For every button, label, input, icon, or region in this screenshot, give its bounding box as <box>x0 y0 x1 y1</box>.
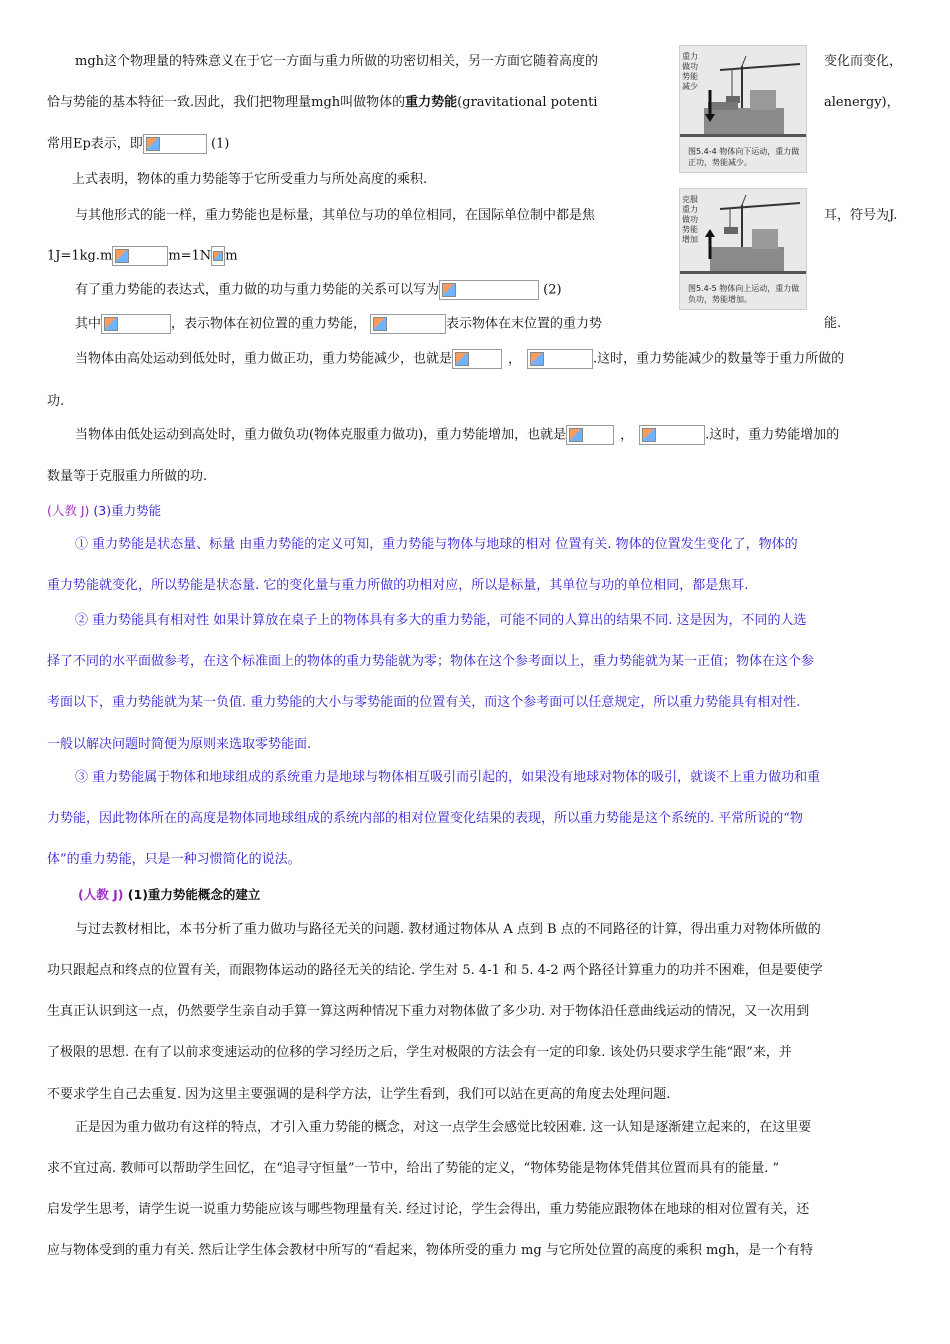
figure-crane-upward <box>679 188 807 310</box>
b3-line1: ③ 重力势能属于物体和地球组成的系统重力是地球与物体相互吸引而引起的，如果没有地球对物体的吸引，就谈不上重力做功和重 <box>75 770 821 785</box>
formula-image-5 <box>101 314 171 334</box>
p2-line: 上式表明，物体的重力势能等于它所受重力与所处高度的乘积. <box>72 172 428 187</box>
formula-image-10 <box>639 425 705 445</box>
p1-line2 <box>47 93 597 113</box>
b2-line1: ② 重力势能具有相对性 如果计算放在桌子上的物体具有多大的重力势能，可能不同的人算出的结果不同. 这是因为，不同的人选 <box>75 613 807 628</box>
p3-line1: 与其他形式的能一样，重力势能也是标量，其单位与功的单位相同，在国际单位制中都是焦 <box>75 208 596 223</box>
b1-line1: ① 重力势能是状态量、标量 由重力势能的定义可知，重力势能与物体与地球的相对 位置有关. 物体的位置发生变化了，物体的 <box>75 537 798 552</box>
broken-image-icon <box>642 428 656 442</box>
p1-line1 <box>75 52 598 72</box>
c2-line4: 应与物体受到的重力有关. 然后让学生体会教材中所写的“看起来，物体所受的重力 mg 与它所处位置的高度的乘积 mgh，是一个有特 <box>47 1243 813 1258</box>
text: 常用Ep表示，即 <box>47 136 143 152</box>
c1-line5: 不要求学生自己去重复. 因为这里主要强调的是科学方法，让学生看到，我们可以站在更高的角度去处理问题. <box>47 1087 671 1102</box>
section-heading-1 <box>47 501 161 521</box>
text: 其中 <box>75 316 102 332</box>
b3-line3: 体”的重力势能，只是一种习惯简化的说法。 <box>47 852 301 867</box>
equation-number: (2) <box>543 282 562 298</box>
broken-image-icon <box>104 317 118 331</box>
p7-line1 <box>75 425 839 446</box>
text: 当物体由低处运动到高处时，重力做负功(物体克服重力做功)，重力势能增加，也就是 <box>75 427 567 443</box>
p3-line1-end: 耳，符号为J. <box>824 208 898 223</box>
text: ，表示物体在初位置的重力势能， <box>171 316 367 332</box>
source-tag: (人教 J) <box>78 887 124 902</box>
broken-image-icon <box>115 249 129 263</box>
formula-image-2 <box>112 246 168 266</box>
p6-line2: 功. <box>47 394 65 409</box>
text: 当物体由高处运动到低处时，重力做正功，重力势能减少，也就是 <box>75 351 453 367</box>
equation-number: (1) <box>210 136 230 152</box>
c2-line2: 求不宜过高. 教师可以帮助学生回忆，在“追寻守恒量”一节中，给出了势能的定义，“物体势能是物体凭借其位置而具有的能量. ” <box>47 1161 780 1176</box>
b2-line2: 择了不同的水平面做参考，在这个标准面上的物体的重力势能就为零；物体在这个参考面以上，重力势能就为某一正值；物体在这个参 <box>47 654 815 669</box>
c1-line4: 了极限的思想. 在有了以前求变速运动的位移的学习经历之后，学生对极限的方法会有一定的印象. 该处仍只要求学生能“跟”来，并 <box>47 1045 792 1060</box>
p5-line-end: 能. <box>824 316 842 331</box>
broken-image-icon <box>569 428 583 442</box>
source-tag: (人教 J) <box>47 503 90 518</box>
section-title: (3)重力势能 <box>93 503 162 518</box>
text: (gravitational potenti <box>457 95 598 110</box>
broken-image-icon <box>146 137 160 151</box>
p3-line2 <box>47 246 238 267</box>
b2-line3: 考面以下，重力势能就为某一负值. 重力势能的大小与零势能面的位置有关，而这个参考面可以任意规定，所以重力势能具有相对性. <box>47 695 801 710</box>
c1-line2: 功只跟起点和终点的位置有关，而跟物体运动的路径无关的结论. 学生对 5. 4-1 和 5. 4-2 两个路径计算重力的功并不困难，但是要使学 <box>47 963 823 978</box>
section-title: (1)重力势能概念的建立 <box>127 887 261 902</box>
text: ， <box>508 351 522 367</box>
formula-image-8 <box>527 349 593 369</box>
figure-caption: 图5.4-4 物体向下运动，重力做正功，势能减少。 <box>688 147 800 167</box>
broken-image-icon <box>442 283 456 297</box>
c2-line3: 启发学生思考，请学生说一说重力势能应该与哪些物理量有关. 经过讨论，学生会得出，重力势能应跟物体在地球的相对位置有关，还 <box>47 1202 810 1217</box>
c1-line3: 生真正认识到这一点，仍然要学生亲自动手算一算这两种情况下重力对物体做了多少功. 对于物体沿任意曲线运动的情况，又一次用到 <box>47 1004 810 1019</box>
formula-image-1 <box>143 134 207 154</box>
p1-line3 <box>47 134 229 155</box>
formula-image-6 <box>370 314 446 334</box>
figure-side-label: 重力做功势能减少 <box>682 52 698 91</box>
formula-image-9 <box>566 425 614 445</box>
p6-line1 <box>75 349 844 370</box>
text: 1J=1kg.m <box>47 248 113 264</box>
text: 有了重力势能的表达式，重力做的功与重力势能的关系可以写为 <box>75 282 440 298</box>
broken-image-icon <box>373 317 387 331</box>
text: mgh这个物理量的特殊意义在于它一方面与重力所做的功密切相关，另一方面它随着高度的 <box>75 54 599 69</box>
text: .这时，重力势能减少的数量等于重力所做的 <box>593 351 845 367</box>
broken-image-icon <box>213 251 223 261</box>
formula-image-4 <box>439 280 539 300</box>
b1-line2: 重力势能就变化，所以势能是状态量. 它的变化量与重力所做的功相对应，所以是标量，其单位与功的单位相同，都是焦耳. <box>47 578 749 593</box>
term-gravitational-potential-energy: 重力势能 <box>405 95 458 110</box>
c2-line1: 正是因为重力做功有这样的特点，才引入重力势能的概念，对这一点学生会感觉比较困难. 这一认知是逐渐建立起来的，在这里要 <box>75 1120 812 1135</box>
figure-crane-downward <box>679 45 807 173</box>
b3-line2: 力势能，因此物体所在的高度是物体同地球组成的系统内部的相对位置变化结果的表现，所以重力势能是这个系统的. 平常所说的“物 <box>47 811 803 826</box>
b2-line4: 一般以解决问题时简便为原则来选取零势能面. <box>47 737 312 752</box>
text: ， <box>620 427 634 443</box>
p7-line2: 数量等于克服重力所做的功. <box>47 469 208 484</box>
text: .这时，重力势能增加的 <box>705 427 840 443</box>
c1-line1: 与过去教材相比，本书分析了重力做功与路径无关的问题. 教材通过物体从 A 点到 B 点的不同路径的计算，得出重力对物体所做的 <box>75 922 821 937</box>
text: 表示物体在末位置的重力势 <box>446 316 603 332</box>
formula-image-3 <box>211 246 225 266</box>
text: m=1N <box>168 248 212 264</box>
broken-image-icon <box>455 352 469 366</box>
p1-line2-end: alenergy)， <box>824 95 900 110</box>
figure-side-label: 克服重力做功势能增加 <box>682 195 698 244</box>
p1-line1-end: 变化而变化， <box>824 54 903 69</box>
broken-image-icon <box>530 352 544 366</box>
p5-line <box>75 314 602 335</box>
formula-image-7 <box>452 349 502 369</box>
text: 恰与势能的基本特征一致.因此，我们把物理量mgh叫做物体的 <box>47 95 406 110</box>
p4-line <box>75 280 562 301</box>
figure-caption: 图5.4-5 物体向上运动，重力做负功，势能增加。 <box>688 284 800 304</box>
section-heading-2 <box>78 885 260 905</box>
text: m <box>225 248 238 264</box>
